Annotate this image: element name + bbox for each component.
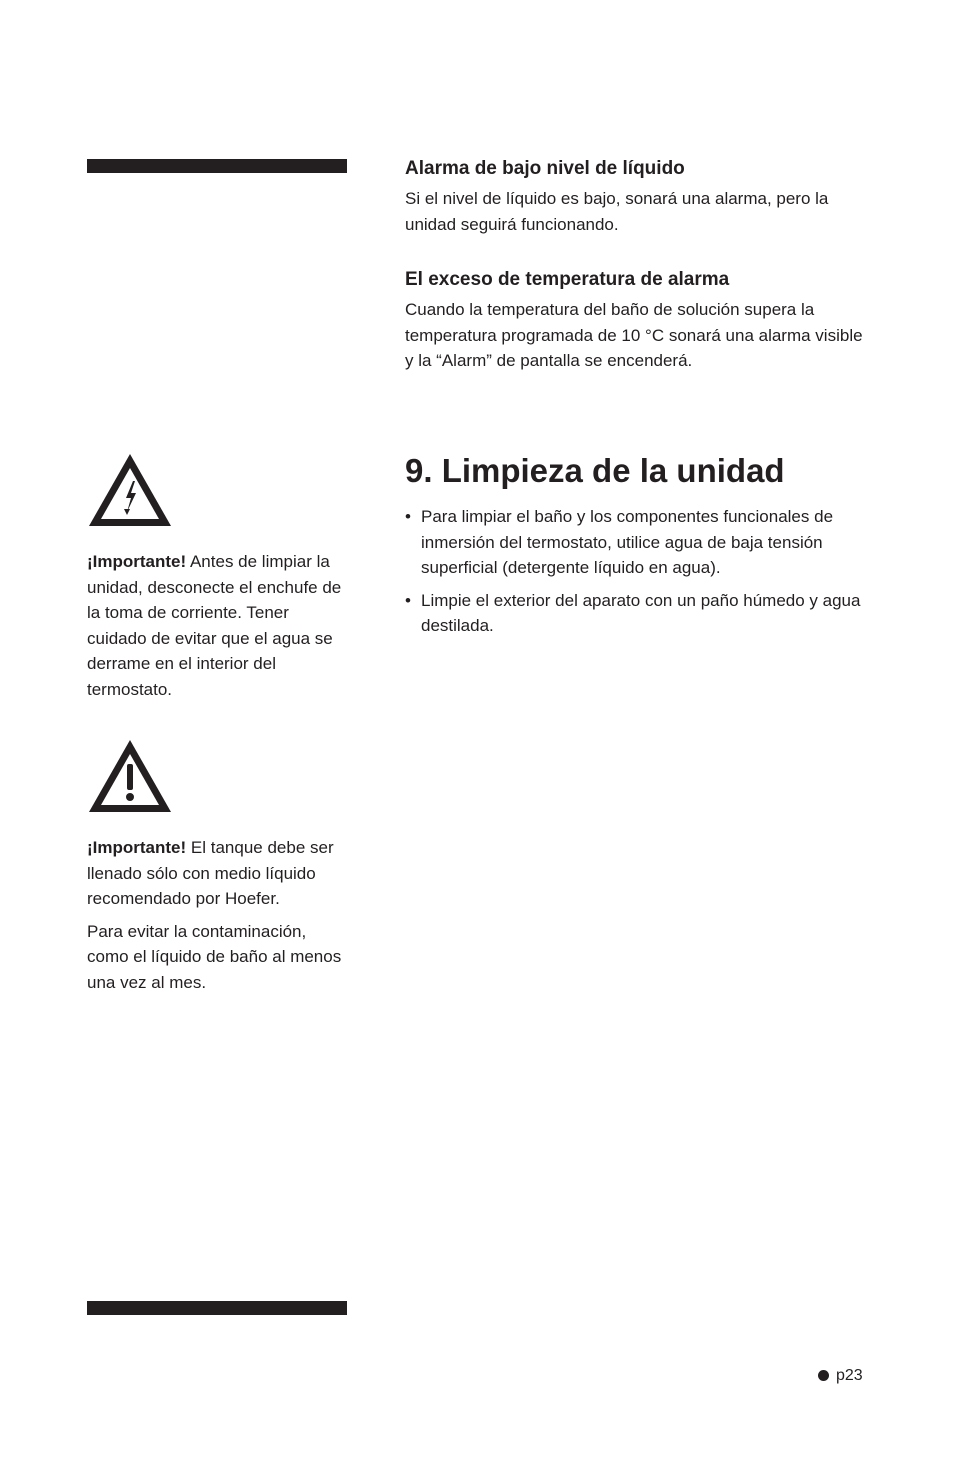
warning-text — [87, 549, 352, 702]
page-number-text: p23 — [836, 1367, 863, 1384]
section-title: 9. Limpieza de la unidad — [405, 452, 785, 489]
top-rule — [87, 159, 347, 173]
low-level-alarm-heading: Alarma de bajo nivel de líquido — [405, 158, 685, 179]
warning-block — [87, 835, 352, 1002]
over-temp-alarm-section — [405, 267, 875, 374]
list-item-text: Limpie el exterior del aparato con un paño húmedo y agua destilada. — [421, 590, 861, 635]
over-temp-alarm-text: Cuando la temperatura del baño de solución supera la temperatura programada de 10 °C sonará una alarma visible y la “Alarm” de pantalla se encenderá. — [405, 300, 863, 370]
list-item — [405, 588, 875, 639]
low-level-alarm-section — [405, 156, 875, 237]
warning-label: ¡Importante! — [87, 552, 187, 571]
list-item — [405, 504, 875, 581]
electrical-hazard-icon — [86, 451, 174, 529]
warning-body: Antes de limpiar la unidad, desconecte el enchufe de la toma de corriente. Tener cuidado de evitar que el agua se derrame en el interior del termostato. — [87, 552, 342, 699]
bullet-icon: • — [405, 590, 411, 610]
low-level-alarm-text: Si el nivel de líquido es bajo, sonará una alarma, pero la unidad seguirá funcionando. — [405, 189, 829, 234]
cleaning-section — [405, 451, 875, 646]
warning-label: ¡Importante! — [87, 838, 187, 857]
warning-body: El tanque debe ser llenado sólo con medio líquido recomendado por Hoefer. — [87, 838, 334, 908]
warning-extra-text: Para evitar la contaminación, como el líquido de baño al menos una vez al mes. — [87, 921, 342, 992]
caution-icon — [86, 737, 174, 815]
over-temp-alarm-heading: El exceso de temperatura de alarma — [405, 269, 730, 290]
cleaning-list — [405, 504, 875, 639]
bullet-icon — [818, 1370, 829, 1381]
page-number — [818, 1366, 863, 1386]
bottom-rule — [87, 1301, 347, 1315]
warning-text — [87, 835, 352, 912]
bullet-icon: • — [405, 507, 411, 526]
warning-block — [87, 549, 352, 709]
list-item-text: Para limpiar el baño y los componentes funcionales de inmersión del termostato, utilice agua de baja tensión superficial (detergente líquido en agua). — [421, 507, 834, 577]
